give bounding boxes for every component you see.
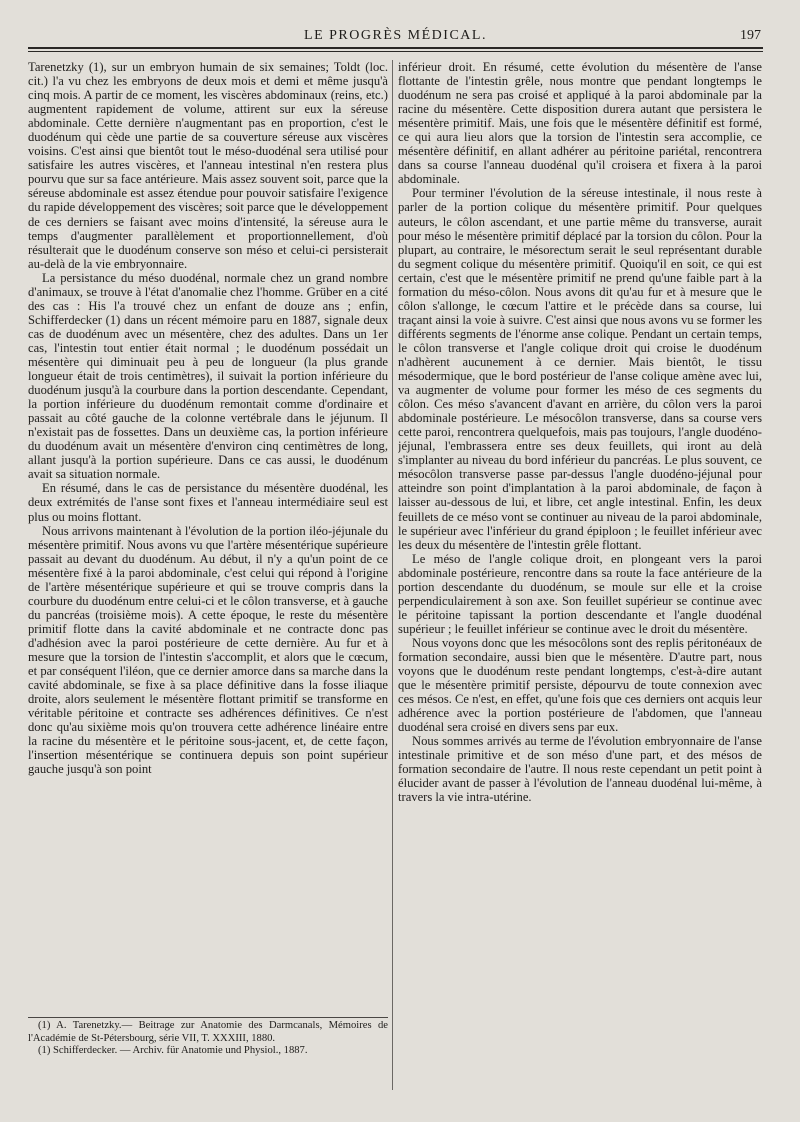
paragraph: inférieur droit. En résumé, cette évolution du mésentère de l'anse flottante de l'intestin grêle, nous montre que pendant longtemps le duodénum ne sera pas croisé et appliqué à la paroi abdominale par la racine du mésentère. Cette disposition durera autant que persistera le mésentère primitif. Mais, une fois que le mésentère définitif est formé, ce qui aura lieu alors que la torsion de l'intestin sera accomplie, ce mésentère définitif, en allant adhérer au péritoine pariétal, rencontrera dans sa course l'anneau duodénal qu'il croisera et fixera à la paroi abdominale. [398,60,762,187]
header-rule-thin [28,51,763,52]
footnote-rule [28,1017,388,1018]
right-column [398,60,762,1070]
paragraph: Nous voyons donc que les mésocôlons sont des replis péritonéaux de formation secondaire, aussi bien que le mésentère. D'autre part, nous voyons que le duodénum reste pendant longtemps, c'est-à-dire autant que le mésentère primitif persiste, dépourvu de toute connexion avec ces mésos. Ce n'est, en effet, qu'une fois que ces derniers ont acquis leur adhérence avec la portion postérieure de l'abdomen, que l'anneau duodénal sera croisé en divers sens par eux. [398,635,762,735]
paragraph: La persistance du méso duodénal, normale chez un grand nombre d'animaux, se trouve à l'état d'anomalie chez l'homme. Grüber en a cité des cas : His l'a trouvé chez un enfant de douze ans ; enfin, Schifferdecker (1) dans un récent mémoire paru en 1887, signale deux cas de duodénum avec un mésentère, chez des adultes. Dans un 1er cas, l'intestin tout entier était normal ; le duodénum possédait un mésentère qui diminuait peu à peu de longueur (la plus grande longueur était de trois centimètres), il suivait la portion inférieure du duodénum jusqu'à la courbure dans la portion descendante. Cependant, la portion inférieure du duodénum remontait comme d'ordinaire et passait au côté gauche de la colonne vertébrale dans le jéjunum. Il n'existait pas de fossettes. Dans un deuxième cas, la portion inférieure du duodénum avait un mésentère d'environ cinq centimètres de long, allant jusqu'à la portion supérieure. Dans ce cas aussi, le duodénum avait sa situation normale. [28,270,388,482]
paragraph: Nous sommes arrivés au terme de l'évolution embryonnaire de l'anse intestinale primitive et de son méso d'une part, et des mésos de formation secondaire de l'autre. Il nous reste cependant un petit point à élucider avant de passer à l'évolution de l'anneau duodénal lui-même, à travers la vie intra-utérine. [398,734,762,805]
paragraph: Nous arrivons maintenant à l'évolution de la portion iléo-jéjunale du mésentère primitif. Nous avons vu que l'artère mésentérique supérieure passait au devant du duodénum. Au début, il n'y a qu'un point de ce mésentère fixé à la paroi abdominale, c'est celui qui répond à l'origine de l'artère mésentérique supérieure et qui se trouve compris dans la courbure du duodénum entre celui-ci et le côlon transverse, et à gauche du pancréas (troisième mois). A cette époque, le reste du mésentère primitif flotte dans la cavité abdominale et ne contracte donc pas d'adhésion avec la paroi postérieure de cette dernière. Au fur et à mesure que la torsion de l'intestin s'accomplit, et alors que le cœcum, et par conséquent l'iléon, que ce dernier amorce dans sa marche dans la cavité abdominale, se fixe à sa place définitive dans la fosse iliaque droite, alors seulement le mésentère flottant primitif se transforme en véritable péritoine et contracte ses adhérences définitives. Ce n'est donc qu'au sixième mois qu'on trouvera cette adhérence linéaire entre la racine du mésentère et le péritoine sous-jacent, et, de cette façon, l'insertion mésentérique se continuera depuis son point supérieur gauche jusqu'à son point [28,523,388,777]
page-number: 197 [740,28,761,43]
journal-title: LE PROGRÈS MÉDICAL. [304,28,487,43]
paragraph: En résumé, dans le cas de persistance du mésentère duodénal, les deux extrémités de l'anse sont fixes et l'anneau intermédiaire seul est plus ou moins flottant. [28,481,388,524]
running-header [28,26,763,48]
footnote: (1) A. Tarenetzky.— Beitrage zur Anatomie des Darmcanals, Mémoires de l'Académie de St-Pétersbourg, série VII, T. XXXIII, 1880. [28,1020,388,1044]
footnote: (1) Schifferdecker. — Archiv. für Anatomie und Physiol., 1887. [38,1045,308,1056]
paragraph: Le méso de l'angle colique droit, en plongeant vers la paroi abdominale postérieure, rencontre dans sa route la face antérieure de la portion descendante du duodénum, se moule sur elle et la croise perpendiculairement à son axe. Son feuillet supérieur se continue avec le péritoine tapissant la portion descendante et l'angle duodénal supérieur ; le feuillet inférieur se continue avec le droit du mésentère. [398,551,762,636]
footnotes [28,1020,388,1058]
header-rule-thick [28,47,763,49]
paragraph: Pour terminer l'évolution de la séreuse intestinale, il nous reste à parler de la portion colique du mésentère primitif. Pour quelques auteurs, le côlon ascendant, et une partie même du transverse, aurait pour méso le mésentère primitif déplacé par la torsion du côlon. Pour la plupart, au contraire, le mésorectum serait le seul représentant durable du segment colique du mésentère primitif. Quoiqu'il en soit, ce qui est certain, c'est que le mésentère primitif ne prend qu'une faible part à la formation du méso-côlon. Nous avons dit qu'au fur et à mesure que le côlon s'allonge, le cœcum l'attire et le précède dans sa course, lui traçant ainsi la voie à suivre. C'est ainsi que nous avons vu se former les différents segments de l'énorme anse colique. Pendant un certain temps, le côlon transverse et l'angle colique droit qui croise le duodénum n'adhèrent aucunement à ce dernier. Mais bientôt, le tissu mésodermique, que le bord postérieur de l'anse colique amène avec lui, va augmenter de volume pour former les méso de ces segments du côlon. Ces méso s'avancent d'avant en arrière, du côlon vers la paroi abdominale postérieure. Le mésocôlon transverse, dans sa course vers cette paroi, rencontrera quelquefois, mais pas toujours, l'angle duodéno-jéjunal, l'embrassera entre ses deux feuillets, qui iront au delà s'implanter au niveau du bord inférieur du pancréas. Le plus souvent, ce mésocôlon transverse passe par-dessus l'angle duodéno-jéjunal pour atteindre son point d'implantation à la paroi abdominale, de façon à laisser au-dessous de lui, et libre, cet angle intestinal. Enfin, les deux feuillets de ce méso vont se continuer au niveau de la paroi abdominale, le supérieur avec l'inférieur du grand épiploon ; le feuillet inférieur avec les deux du mésentère de l'intestin grêle flottant. [398,186,762,552]
paragraph: Tarenetzky (1), sur un embryon humain de six semaines; Toldt (loc. cit.) l'a vu chez les embryons de deux mois et demi et même jusqu'à cinq mois. A partir de ce moment, les viscères abdominaux (reins, etc.) augmentent rapidement de volume, attirent sur eux la séreuse abdominale. Cette dernière n'augmentant pas en proportion, c'est le duodénum qui cède une partie de sa couverture séreuse aux viscères voisins. C'est ainsi que bientôt tout le méso-duodénal sera utilisé pour satisfaire les autres viscères, et l'anneau intestinal n'en restera plus pourvu que sur sa face antérieure. Mais assez souvent soit, parce que la séreuse abdominale est assez étendue pour pouvoir satisfaire l'exigence du rapide développement des viscères; soit parce que le développement de ces derniers se faisant avec moins d'intensité, la séreuse aura le temps d'augmenter parallèlement et proportionnellement, d'où résulterait que le duodénum conserve son méso et celui-ci persisterait au-delà de la vie embryonnaire. [28,60,388,271]
left-column [28,60,388,1070]
column-divider [392,60,393,1090]
